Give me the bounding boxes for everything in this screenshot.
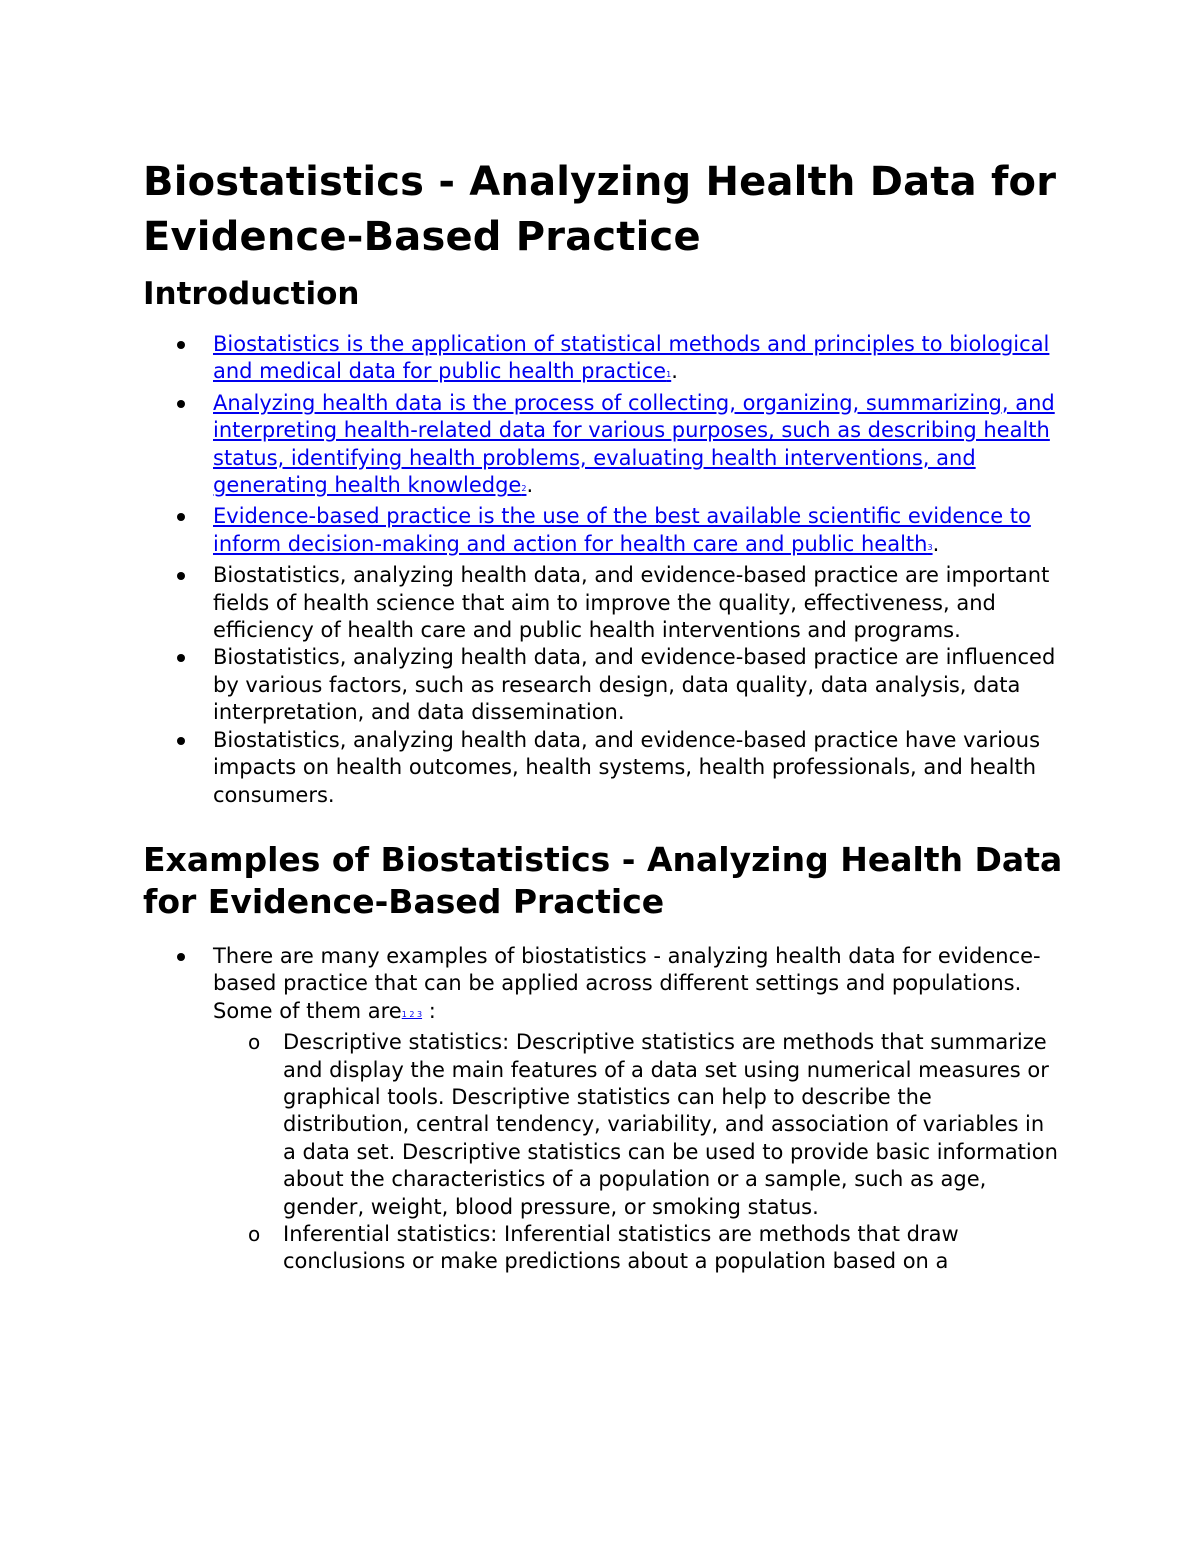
sub-list-item	[213, 1029, 1063, 1221]
examples-heading: Examples of Biostatistics - Analyzing Health Data for Evidence-Based Practice	[143, 839, 1063, 921]
introduction-list	[143, 331, 1063, 809]
circle-bullet-icon: o	[248, 1221, 261, 1246]
list-item: Biostatistics is the application of statistical methods and principles to biological and medical data for public health practice$^1$.	[143, 331, 1063, 390]
list-item	[143, 943, 1063, 1276]
reference-markers[interactable]	[402, 1010, 422, 1019]
list-item: Biostatistics, analyzing health data, and evidence-based practice have various impacts on health outcomes, health systems, health professionals, and health consumers.	[143, 727, 1063, 809]
list-item: Analyzing health data is the process of collecting, organizing, summarizing, and interpreting health-related data for various purposes, such as describing health status, identifying health problems, evaluating health interventions, and generating health knowledge$^2$.	[143, 390, 1063, 504]
examples-sublist	[213, 1029, 1063, 1276]
examples-lead-tail: :	[422, 998, 436, 1023]
sub-list-item-text: Descriptive statistics: Descriptive statistics are methods that summarize and display the main features of a data set using numerical measures or graphical tools. Descriptive statistics can help to describe the distribution, central tendency, variability, and association of variables in a data set. Descriptive statistics can be used to provide basic information about the characteristics of a population or a sample, such as age, gender, weight, blood pressure, or smoking status.	[283, 1030, 1058, 1219]
introduction-heading: Introduction	[143, 276, 360, 312]
reference-marker[interactable]: 2	[521, 484, 527, 494]
sub-list-item-text: Inferential statistics: Inferential statistics are methods that draw conclusions or make predictions about a population based on a	[283, 1221, 959, 1274]
list-item: Biostatistics, analyzing health data, and evidence-based practice are influenced by various factors, such as research design, data quality, data analysis, data interpretation, and data dissemination.	[143, 644, 1063, 726]
reference-marker[interactable]: 1	[666, 370, 672, 380]
citation-link-1[interactable]: Biostatistics is the application of statistical methods and principles to biological and medical data for public health practice$^1$	[213, 332, 1050, 384]
circle-bullet-icon: o	[248, 1030, 261, 1055]
citation-link-2[interactable]: Analyzing health data is the process of collecting, organizing, summarizing, and interpreting health-related data for various purposes, such as describing health status, identifying health problems, evaluating health interventions, and generating health knowledge$^2$	[213, 390, 1055, 498]
reference-marker[interactable]: 3	[927, 542, 933, 552]
citation-link-3[interactable]: Evidence-based practice is the use of the best available scientific evidence to inform decision-making and action for health care and public health$^3$	[213, 504, 1031, 556]
reference-link[interactable]: 1 2 3	[401, 1009, 423, 1019]
examples-list	[143, 943, 1063, 1276]
examples-lead-text: There are many examples of biostatistics - analyzing health data for evidence-based practice that can be applied across different settings and populations. Some of them are	[213, 943, 1041, 1023]
document-page	[143, 155, 1063, 1276]
list-item: Biostatistics, analyzing health data, and evidence-based practice are important fields of health science that aim to improve the quality, effectiveness, and efficiency of health care and public health interventions and programs.	[143, 562, 1063, 644]
sub-list-item	[213, 1221, 1063, 1276]
document-title: Biostatistics - Analyzing Health Data for Evidence-Based Practice	[143, 159, 1057, 260]
list-item: Evidence-based practice is the use of the best available scientific evidence to inform decision-making and action for health care and public health$^3$.	[143, 503, 1063, 562]
